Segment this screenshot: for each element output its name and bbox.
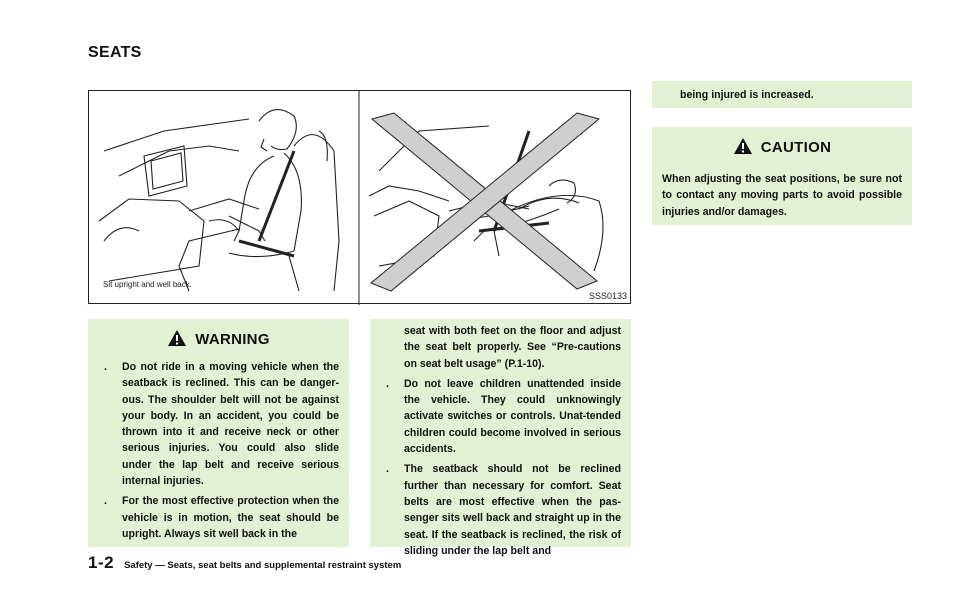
warning-bullet-3-text: Do not leave children unattended inside the vehicle. They could unknowingly activate switches or controls. Unat-tended children could become involved in serious accidents.	[404, 377, 621, 456]
warning-bullet-2: . For the most effective protection when the vehicle is in motion, the seat should be upright. Always sit well back in the	[104, 495, 339, 540]
warning-bullet-2-text: For the most effective protection when the vehicle is in motion, the seat should be upright. Always sit well back in the	[122, 495, 339, 540]
caution-box	[652, 127, 912, 225]
figure-code: SSS0133	[588, 291, 627, 301]
seat-illustration	[88, 90, 631, 304]
warning-continued-box	[370, 319, 631, 557]
prohibited-x-icon	[371, 113, 599, 291]
warning-heading	[88, 329, 349, 348]
warning-bullet-3: . Do not leave children unattended inside the vehicle. They could unknowingly activate switches or controls. Unat-tended children could become involved in serious accidents.	[386, 377, 621, 456]
seat-drawing	[89, 91, 632, 305]
footer-text: Safety — Seats, seat belts and supplemental restraint system	[124, 560, 402, 571]
warning-continued-text: seat with both feet on the floor and adjust the seat belt properly. See “Pre-cautions on seat belt usage” (P.1-10).	[404, 325, 621, 370]
page-footer	[88, 553, 401, 573]
caution-heading-text: CAUTION	[760, 139, 832, 156]
warning-continued-text-2: being injured is increased.	[680, 89, 814, 101]
warning-bullet-4: . The seatback should not be reclined further than necessary for comfort. Seat belts are most effective when the pas-senger sits well back and straight up in the seat. If the seatback is reclined, the risk of sliding under the lap belt and	[386, 463, 621, 557]
caution-text: When adjusting the seat positions, be sure not to contact any moving parts to avoid possible injuries and/or damages.	[662, 173, 902, 218]
section-title: SEATS	[88, 44, 142, 61]
warning-bullet-1-text: Do not ride in a moving vehicle when the seatback is reclined. This can be danger-ous. The shoulder belt will not be against your body. In an accident, you could be thrown into it and receive neck or other serious injuries. You could also slide under the lap belt and receive serious internal injuries.	[122, 361, 339, 488]
upright-scene	[99, 110, 339, 291]
caution-triangle-icon	[733, 137, 753, 155]
warning-heading-text: WARNING	[195, 331, 270, 348]
figure-caption: Sit upright and well back.	[103, 280, 192, 289]
warning-box	[88, 319, 349, 547]
warning-bullet-1: . Do not ride in a moving vehicle when the seatback is reclined. This can be danger-ous. The shoulder belt will not be against your body. In an accident, you could be thrown into it and receive neck or other serious injuries. You could also slide under the lap belt and receive serious internal injuries.	[104, 361, 339, 488]
page-number: 1-2	[88, 553, 115, 572]
warning-triangle-icon	[167, 329, 187, 347]
warning-bullet-4-text: The seatback should not be reclined further than necessary for comfort. Seat belts are most effective when the pas-senger sits well back and straight up in the seat. If the seatback is reclined, the risk of sliding under the lap belt and	[404, 463, 621, 557]
caution-heading	[652, 137, 912, 156]
warning-continued-box-2	[652, 81, 912, 108]
